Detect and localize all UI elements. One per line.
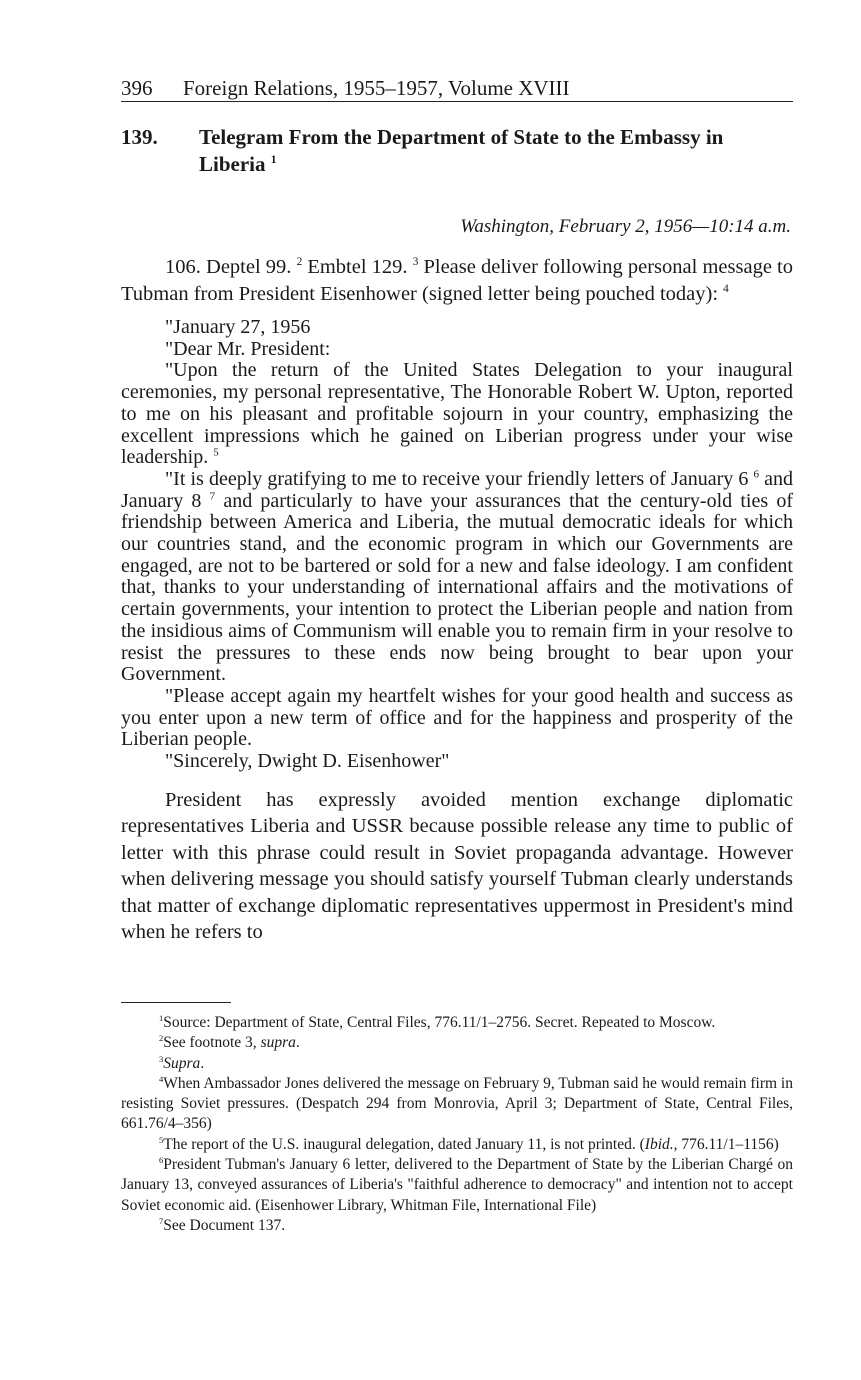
footnote-ref: 6 [753, 468, 759, 481]
footnote-number: 1 [159, 1012, 164, 1023]
letter-paragraph: "Please accept again my heartfelt wishes for your good health and success as you enter upon a new term of office and for the happiness and prosperity of the Liberian people. [121, 684, 793, 751]
footnote-ref: 4 [723, 282, 729, 295]
footnote-number: 3 [159, 1053, 164, 1064]
page-number: 396 [121, 76, 153, 100]
letter-salutation: "Dear Mr. President: [165, 337, 331, 360]
letter-paragraph: "It is deeply gratifying to me to receive your friendly letters of January 6 $^6$ and January 8 $^7$ and particularly to have your assurances that the century-old ties of friendship between America and Liberia, the mutual democratic ideals for which our countries stand, and the economic program in which our Governments are engaged, are not to be bartered or sold for a new and false ideology. I am confident that, thanks to your understanding of international affairs and the motivations of certain governments, your intention to protect the Liberian people and nation from the insidious aims of Communism will enable you to remain firm in your resolve to resist the pressures to these ends now being brought to bear upon your Government. [121, 467, 794, 686]
footnote-text: See footnote 3, [163, 1034, 261, 1052]
footnote-ref: 2 [296, 256, 303, 269]
footnote [121, 1033, 793, 1053]
footnote-ref: 1 [270, 154, 277, 166]
footnote [121, 1155, 793, 1216]
footnote-number: 4 [159, 1073, 164, 1084]
footnote-text: . [295, 1034, 300, 1052]
footnote-number: 5 [159, 1134, 164, 1145]
footnote-text: When Ambassador Jones delivered the message on February 9, Tubman said he would remain firm in resisting Soviet pressures. (Despatch 294 from Monrovia, April 3; Department of State, Central Files, 661.76/4–356) [121, 1074, 793, 1133]
footnote [121, 1054, 793, 1074]
intro-paragraph: 106. Deptel 99. $^2$ Embtel 129. $^3$ Please deliver following personal message to Tubman from President Eisenhower (signed letter being pouched today): $^4$ [121, 256, 793, 305]
footnote-list [121, 1013, 793, 1236]
footnote [121, 1135, 793, 1155]
dateline: Washington, February 2, 1956—10:14 a.m. [460, 216, 791, 237]
footnote [121, 1074, 793, 1135]
quoted-letter [121, 317, 793, 773]
footnote-ref: 5 [213, 446, 219, 459]
footnote-number: 6 [159, 1154, 164, 1165]
footnote-italic: Supra [163, 1054, 201, 1072]
footnotes [121, 1002, 793, 1236]
document-heading [121, 124, 793, 178]
running-header [121, 76, 793, 102]
footnote-italic: supra [260, 1034, 296, 1052]
running-title: Foreign Relations, 1955–1957, Volume XVIII [183, 76, 570, 100]
footnote-text: , 776.11/1–1156) [673, 1135, 779, 1153]
footnote-text: The report of the U.S. inaugural delegation, dated January 11, is not printed. ( [163, 1135, 645, 1153]
closing-paragraph: President has expressly avoided mention exchange diplomatic representatives Liberia and USSR because possible release any time to public of letter with this phrase could result in Soviet propaganda advantage. However when delivering message you should satisfy yourself Tubman clearly understands that matter of exchange diplomatic representatives uppermost in President's mind when he refers to [121, 788, 793, 944]
footnote-number: 7 [159, 1215, 164, 1226]
letter-date: "January 27, 1956 [165, 316, 311, 338]
document-title: Telegram From the Department of State to the Embassy in Liberia $^1$ [199, 125, 724, 176]
footnote-ref: 3 [412, 256, 419, 269]
footnote-italic: Ibid. [644, 1135, 674, 1153]
footnote-ref: 7 [209, 489, 216, 502]
footnote [121, 1013, 793, 1033]
footnote-rule [121, 1002, 231, 1003]
footnote-number: 2 [159, 1033, 164, 1044]
footnote-text: . [200, 1054, 205, 1072]
telegram-body [121, 254, 793, 946]
footnote [121, 1216, 793, 1236]
document-number: 139. [121, 125, 158, 149]
footnote-text: See Document 137. [163, 1216, 286, 1234]
footnote-text: Source: Department of State, Central Files, 776.11/1–2756. Secret. Repeated to Moscow. [163, 1014, 716, 1031]
letter-paragraph: "Upon the return of the United States Delegation to your inaugural ceremonies, my personal representative, The Honorable Robert W. Upton, reported to me on his pleasant and profitable sojourn in your country, emphasizing the excellent impressions which he gained on Liberian progress under your wise leadership. $^5$ [121, 359, 793, 469]
letter-closing: "Sincerely, Dwight D. Eisenhower" [165, 750, 450, 773]
footnote-text: President Tubman's January 6 letter, delivered to the Department of State by the Liberian Chargé on January 13, conveyed assurances of Liberia's "faithful adherence to democracy" and intention not to accept Soviet economic aid. (Eisenhower Library, Whitman File, International File) [121, 1156, 793, 1214]
